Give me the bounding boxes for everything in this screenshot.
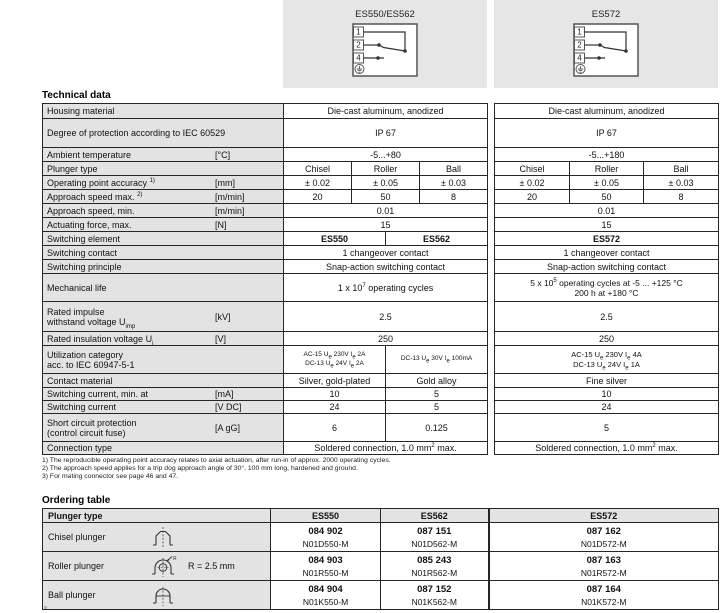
row-housing-g2: [495, 104, 719, 119]
circuit-title-es550-es562: ES550/ES562: [355, 9, 415, 20]
cell-accuracy-g1-ball: ± 0.03: [420, 176, 488, 190]
label-line-1: Short circuit protection: [47, 417, 137, 428]
mech-life-line-2: 200 h at +180 °C: [574, 287, 639, 298]
cell-protection-label: Degree of protection according to IEC 60529: [43, 119, 284, 148]
label-line-2: (control circuit fuse): [47, 427, 126, 438]
technical-data-table-left: [42, 103, 488, 455]
terminal-1-label: 1: [356, 27, 361, 37]
footnote-1: 1) The reproducible operating point accuracy relates to axial actuation, after run-in of approx. 2000 operating cycles.: [42, 457, 391, 464]
row-current-min-g2: [495, 388, 719, 401]
row-element-g2: [495, 232, 719, 246]
terminal-4-label: 4: [577, 53, 582, 63]
footnote-3: 3) For mating connector see page 46 and 47.: [42, 473, 179, 480]
row-speed-max-g2: [495, 190, 719, 204]
cell-plunger-g2-chisel: Chisel: [495, 162, 570, 176]
row-impulse-g2: [495, 302, 719, 332]
part-number: N01D550-M: [302, 538, 349, 549]
cell-speed-max-g2-chisel: 20: [495, 190, 570, 204]
row-current: [43, 401, 488, 414]
cell-connection-label: Connection type: [43, 442, 284, 455]
row-ambient: [43, 148, 488, 162]
ordering-header-row: [43, 509, 719, 523]
row-speed-min-g2: [495, 204, 719, 218]
cell-chisel-es562: [381, 523, 489, 552]
row-plunger-type: [43, 162, 488, 176]
cell-ambient-g1: -5...+80: [284, 148, 488, 162]
cell-force-label: [43, 218, 284, 232]
cell-housing-g2: Die-cast aluminum, anodized: [495, 104, 719, 119]
exponent: 2: [431, 443, 435, 449]
order-number: 087 164: [586, 583, 621, 595]
cell-current-min-label: [43, 388, 284, 401]
cell-speed-min-g2: 0.01: [495, 204, 719, 218]
cell-housing-g1: Die-cast aluminum, anodized: [284, 104, 488, 119]
footnote-marker: 1): [149, 177, 155, 184]
text: operating cycles: [365, 282, 434, 293]
cell-ball-es562: [381, 581, 489, 610]
row-protection-g2: [495, 119, 719, 148]
cell-protection-g1: IP 67: [284, 119, 488, 148]
cell-plunger-g1-chisel: Chisel: [284, 162, 352, 176]
cell-protection-g2: IP 67: [495, 119, 719, 148]
row-accuracy: [43, 176, 488, 190]
label-text: Ambient temperature: [47, 149, 132, 160]
cell-ambient-g2: -5...+180: [495, 148, 719, 162]
cell-ball-es550: [271, 581, 381, 610]
cell-principle-g1: Snap-action switching contact: [284, 260, 488, 274]
cell-short-circuit-es562: 0.125: [386, 414, 488, 442]
cell-plunger-g2-roller: Roller: [570, 162, 644, 176]
plunger-name: Ball plunger: [48, 590, 96, 600]
cell-contact-g2: 1 changeover contact: [495, 246, 719, 260]
cell-utilization-es562: [386, 346, 488, 374]
row-mech-life-g2: [495, 274, 719, 302]
cell-current-label: [43, 401, 284, 414]
unit-text: [A gG]: [215, 422, 241, 433]
utilization-line: AC-15 $U_e$ 230V $I_e$ 2A: [303, 351, 366, 361]
cell-utilization-es550: [284, 346, 386, 374]
row-short-circuit-g2: [495, 414, 719, 442]
cell-mech-life-g2: [495, 274, 719, 302]
order-number: 087 162: [586, 525, 621, 537]
cell-principle-label: Switching principle: [43, 260, 284, 274]
cell-element-es572: ES572: [495, 232, 719, 246]
earth-ground-icon: [576, 65, 585, 74]
cell-principle-g2: Snap-action switching contact: [495, 260, 719, 274]
cell-chisel-es572: [489, 523, 719, 552]
row-element: [43, 232, 488, 246]
cell-current-min-es550: 10: [284, 388, 386, 401]
cell-impulse-g1: 2.5: [284, 302, 488, 332]
row-force: [43, 218, 488, 232]
cell-plunger-g1-ball: Ball: [420, 162, 488, 176]
cell-current-es562: 5: [386, 401, 488, 414]
cell-short-circuit-es550: 6: [284, 414, 386, 442]
utilization-line: DC-13 $U_e$ 24V $I_e$ 1A: [573, 359, 640, 371]
part-number: N01D572-M: [580, 538, 627, 549]
row-contact-g2: [495, 246, 719, 260]
row-ambient-g2: [495, 148, 719, 162]
circuit-panel-es550-es562: [283, 0, 487, 88]
cell-speed-max-g2-roller: 50: [570, 190, 644, 204]
plunger-name: Chisel plunger: [48, 532, 106, 542]
cell-speed-max-g1-ball: 8: [420, 190, 488, 204]
subscript: imp: [125, 323, 136, 330]
cell-short-circuit-es572: 5: [495, 414, 719, 442]
cell-insulation-g2: 250: [495, 332, 719, 346]
label-line-2: acc. to IEC 60947-5-1: [47, 359, 135, 370]
cell-accuracy-g1-roller: ± 0.05: [352, 176, 420, 190]
cell-material-es572: Fine silver: [495, 374, 719, 388]
subscript: i: [152, 340, 154, 346]
order-number: 087 152: [417, 583, 452, 595]
header-es562: ES562: [381, 509, 489, 523]
unit-text: [m/min]: [215, 205, 245, 216]
cell-utilization-label: [43, 346, 284, 374]
header-es550: ES550: [271, 509, 381, 523]
utilization-line: AC-15 $U_e$ 230V $I_e$ 4A: [571, 350, 642, 362]
exponent: 7: [362, 282, 366, 289]
label-line-1: Utilization category: [47, 349, 124, 360]
cell-force-g2: 15: [495, 218, 719, 232]
cell-ball-es572: [489, 581, 719, 610]
utilization-line: DC-13 $U_e$ 24V $I_e$ 2A: [305, 359, 364, 369]
terminal-2-label: 2: [577, 40, 582, 50]
unit-text: [mm]: [215, 177, 235, 188]
circuit-diagram-es550-es562-icon: [352, 23, 418, 77]
unit-text: [N]: [215, 219, 227, 230]
row-accuracy-g2: [495, 176, 719, 190]
label-text: Approach speed max.: [47, 191, 135, 202]
cell-force-g1: 15: [284, 218, 488, 232]
cell-accuracy-label: [43, 176, 284, 190]
part-number: N01K562-M: [411, 596, 457, 607]
cell-current-min-es572: 10: [495, 388, 719, 401]
order-number: 087 163: [586, 554, 621, 566]
row-principle-g2: [495, 260, 719, 274]
cell-impulse-label: [43, 302, 284, 332]
row-utilization: [43, 346, 488, 374]
header-es572: ES572: [489, 509, 719, 523]
text: max.: [434, 443, 457, 453]
cell-roller-es572: [489, 552, 719, 581]
technical-data-table-right: [494, 103, 719, 455]
cell-ball-name: [43, 581, 271, 610]
cell-material-es550: Silver, gold-plated: [284, 374, 386, 388]
part-number: N01R550-M: [302, 567, 349, 578]
cell-accuracy-g2-roller: ± 0.05: [570, 176, 644, 190]
unit-text: [mA]: [215, 389, 234, 399]
cell-current-es572: 24: [495, 401, 719, 414]
unit-text: [V DC]: [215, 402, 242, 412]
cell-insulation-label: [43, 332, 284, 346]
exponent: 2: [652, 443, 656, 449]
cell-plunger-label: Plunger type: [43, 162, 284, 176]
cell-accuracy-g2-ball: ± 0.03: [644, 176, 719, 190]
cell-accuracy-g2-chisel: ± 0.02: [495, 176, 570, 190]
footnote-marker: 2): [137, 191, 143, 198]
cell-utilization-es572: [495, 346, 719, 374]
cell-mech-life-label: Mechanical life: [43, 274, 284, 302]
radius-arrow-label: R: [173, 556, 177, 562]
row-current-g2: [495, 401, 719, 414]
ordering-row-roller: [43, 552, 719, 581]
row-material: [43, 374, 488, 388]
order-number: 087 151: [417, 525, 452, 537]
label-text: Switching current, min. at: [47, 389, 149, 399]
label-text: Rated insulation voltage U: [47, 333, 153, 344]
utilization-line: DC-13 $U_e$ 30V $I_e$ 100mA: [400, 355, 473, 365]
cell-contact-label: Switching contact: [43, 246, 284, 260]
row-current-min: [43, 388, 488, 401]
row-insulation: [43, 332, 488, 346]
row-connection: [43, 442, 488, 455]
circuit-title-es572: ES572: [591, 9, 621, 20]
order-number: 084 902: [308, 525, 343, 537]
cell-current-min-es562: 5: [386, 388, 488, 401]
label-text: Switching current: [47, 402, 117, 412]
unit-text: [kV]: [215, 311, 231, 322]
footnote-2: 2) The approach speed applies for a trip dog approach angle of 30°, 100 mm long, hardened and ground.: [42, 465, 358, 472]
roller-plunger-icon: [151, 554, 177, 578]
technical-data-heading: Technical data: [42, 90, 111, 101]
cell-speed-min-g1: 0.01: [284, 204, 488, 218]
cell-accuracy-g1-chisel: ± 0.02: [284, 176, 352, 190]
row-insulation-g2: [495, 332, 719, 346]
label-text: Operating point accuracy: [47, 177, 148, 188]
row-mech-life: [43, 274, 488, 302]
text: max.: [655, 443, 678, 453]
cell-speed-max-label: [43, 190, 284, 204]
circuit-panel-es572: [494, 0, 718, 88]
part-number: N01R562-M: [411, 567, 458, 578]
cell-roller-es562: [381, 552, 489, 581]
text: Soldered connection, 1.0 mm: [535, 443, 653, 453]
roller-radius-note: R = 2.5 mm: [188, 561, 235, 571]
chisel-plunger-icon: [151, 525, 175, 549]
ordering-table: [42, 508, 719, 610]
label-text: Actuating force, max.: [47, 219, 132, 230]
ordering-row-chisel: [43, 523, 719, 552]
ball-plunger-icon: [151, 583, 175, 607]
terminal-2-label: 2: [356, 40, 361, 50]
cell-insulation-g1: 250: [284, 332, 488, 346]
footnotes: [42, 457, 391, 481]
cell-element-es562: ES562: [386, 232, 488, 246]
page-footer-mark: [44, 606, 47, 609]
row-contact: [43, 246, 488, 260]
order-number: 084 904: [308, 583, 343, 595]
circuit-diagram-es572-icon: [573, 23, 639, 77]
row-speed-min: [43, 204, 488, 218]
text: 1 x 10: [337, 282, 363, 293]
cell-chisel-es550: [271, 523, 381, 552]
unit-text: [°C]: [215, 149, 231, 160]
cell-material-es562: Gold alloy: [386, 374, 488, 388]
cell-plunger-g1-roller: Roller: [352, 162, 420, 176]
cell-current-es550: 24: [284, 401, 386, 414]
text: withstand voltage U: [47, 316, 126, 327]
cell-speed-max-g1-chisel: 20: [284, 190, 352, 204]
header-plunger-type: Plunger type: [43, 509, 271, 523]
cell-element-es550: ES550: [284, 232, 386, 246]
text: Soldered connection, 1.0 mm: [314, 443, 432, 453]
part-number: N01K572-M: [581, 596, 627, 607]
row-connection-g2: [495, 442, 719, 455]
cell-material-label: Contact material: [43, 374, 284, 388]
row-impulse: [43, 302, 488, 332]
mech-life-line-1: 5 x $10^5$ operating cycles at -5 ... +125 °C: [530, 277, 683, 288]
terminal-4-label: 4: [356, 53, 361, 63]
cell-chisel-name: [43, 523, 271, 552]
cell-speed-max-g2-ball: 8: [644, 190, 719, 204]
cell-impulse-g2: 2.5: [495, 302, 719, 332]
row-speed-max: [43, 190, 488, 204]
row-principle: [43, 260, 488, 274]
cell-roller-name: [43, 552, 271, 581]
row-utilization-g2: [495, 346, 719, 374]
cell-mech-life-g1: [284, 274, 488, 302]
row-force-g2: [495, 218, 719, 232]
order-number: 085 243: [417, 554, 452, 566]
part-number: N01D562-M: [411, 538, 458, 549]
cell-speed-max-g1-roller: 50: [352, 190, 420, 204]
earth-ground-icon: [355, 65, 364, 74]
row-protection: [43, 119, 488, 148]
row-housing: [43, 104, 488, 119]
cell-roller-es550: [271, 552, 381, 581]
label-text: Approach speed, min.: [47, 205, 135, 216]
unit-text: [m/min]: [215, 191, 245, 202]
cell-plunger-g2-ball: Ball: [644, 162, 719, 176]
cell-short-circuit-label: [43, 414, 284, 442]
ordering-row-ball: [43, 581, 719, 610]
cell-speed-min-label: [43, 204, 284, 218]
cell-connection-g2: [495, 442, 719, 455]
row-short-circuit: [43, 414, 488, 442]
cell-connection-g1: [284, 442, 488, 455]
cell-ambient-label: [43, 148, 284, 162]
cell-housing-label: Housing material: [43, 104, 284, 119]
order-number: 084 903: [308, 554, 343, 566]
cell-contact-g1: 1 changeover contact: [284, 246, 488, 260]
plunger-name: Roller plunger: [48, 561, 105, 571]
row-plunger-g2: [495, 162, 719, 176]
unit-text: [V]: [215, 333, 227, 344]
cell-element-label: Switching element: [43, 232, 284, 246]
part-number: N01R572-M: [580, 567, 627, 578]
label-line-1: Rated impulse: [47, 306, 105, 317]
part-number: N01K550-M: [302, 596, 349, 607]
ordering-table-heading: Ordering table: [42, 495, 111, 506]
row-material-g2: [495, 374, 719, 388]
terminal-1-label: 1: [577, 27, 582, 37]
